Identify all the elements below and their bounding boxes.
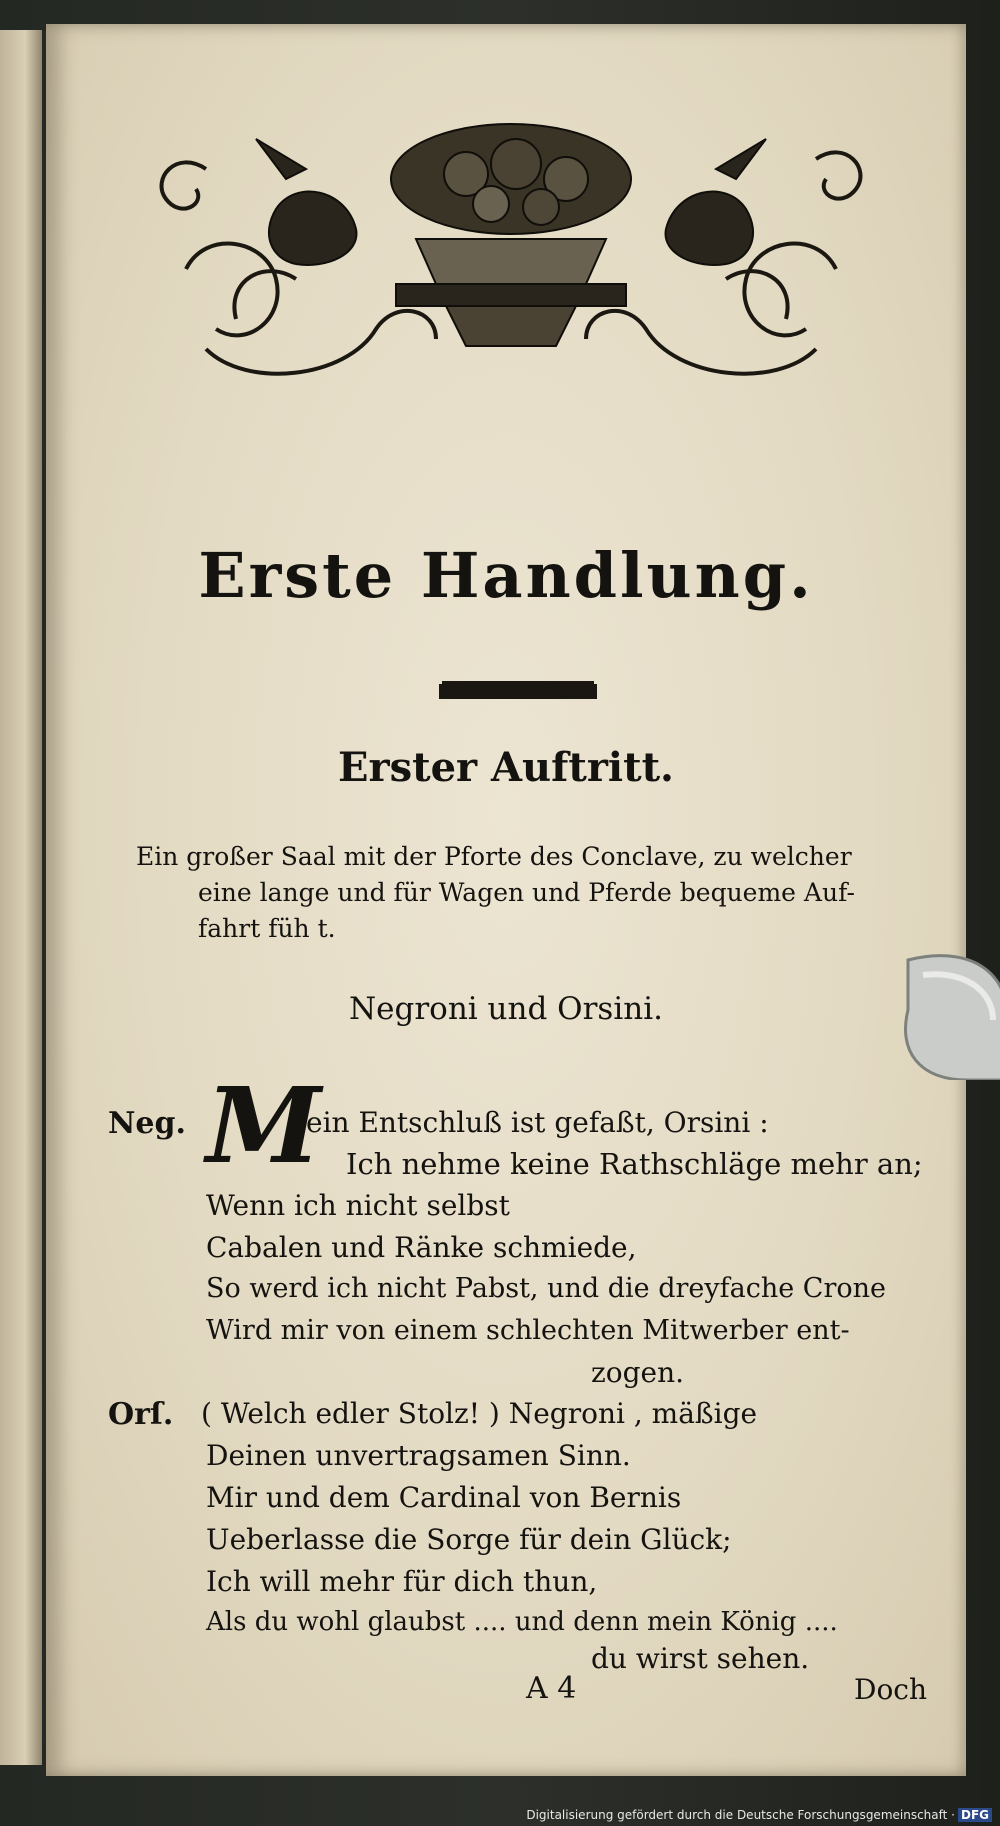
- signature-mark: A 4: [526, 1671, 577, 1706]
- verse-line: ein Entschluß ist gefaßt, Orsini :: [306, 1106, 769, 1139]
- verse-line: Als du wohl glaubst .... und denn mein König ....: [206, 1607, 838, 1637]
- verse-line: Ich will mehr für dich thun,: [206, 1565, 598, 1598]
- verse-line: Ich nehme keine Rathschläge mehr an;: [346, 1147, 923, 1181]
- page-clip-icon: [898, 950, 1000, 1080]
- drop-capital: M: [206, 1064, 322, 1187]
- ornament-vignette-icon: [146, 119, 876, 399]
- verse-line: Ueberlasse die Sorge für dein Glück;: [206, 1523, 732, 1556]
- verse-line: zogen.: [591, 1356, 685, 1389]
- credit-text: Digitalisierung gefördert durch die Deutsche Forschungsgemeinschaft ·: [526, 1808, 955, 1822]
- catchword: Doch: [854, 1673, 928, 1706]
- stage-direction: [136, 839, 926, 947]
- verse-line: So werd ich nicht Pabst, und die dreyfache Crone: [206, 1273, 886, 1304]
- title-rule: [439, 684, 597, 699]
- page-title: Erste Handlung.: [198, 539, 814, 612]
- speaker-label: Orſ.: [108, 1397, 174, 1432]
- facing-page-edge: [0, 30, 42, 1765]
- digitization-credit: [526, 1808, 992, 1822]
- verse-line: Cabalen und Ränke schmiede,: [206, 1231, 637, 1264]
- stage-direction-line: eine lange und für Wagen und Pferde bequeme Auf-: [198, 878, 855, 907]
- verse-line: Wenn ich nicht selbst: [206, 1189, 510, 1222]
- dfg-logo: DFG: [958, 1808, 992, 1822]
- verse-line: ( Welch edler Stolz! ) Negroni , mäßige: [201, 1397, 758, 1430]
- speaker-label: Neg.: [108, 1106, 186, 1141]
- verse-line: Deinen unvertragsamen Sinn.: [206, 1439, 631, 1472]
- book-page: [46, 24, 966, 1776]
- stage-direction-line: Ein großer Saal mit der Pforte des Conclave, zu welcher: [136, 842, 852, 871]
- characters-heading: Negroni und Orsini.: [349, 991, 663, 1027]
- verse-line: Wird mir von einem schlechten Mitwerber ent-: [206, 1315, 850, 1346]
- stage-direction-line: fahrt füh t.: [198, 914, 336, 943]
- verse-line: Mir und dem Cardinal von Bernis: [206, 1481, 682, 1514]
- scene-heading: Erster Auftritt.: [338, 744, 674, 791]
- verse-line: du wirst sehen.: [591, 1642, 810, 1675]
